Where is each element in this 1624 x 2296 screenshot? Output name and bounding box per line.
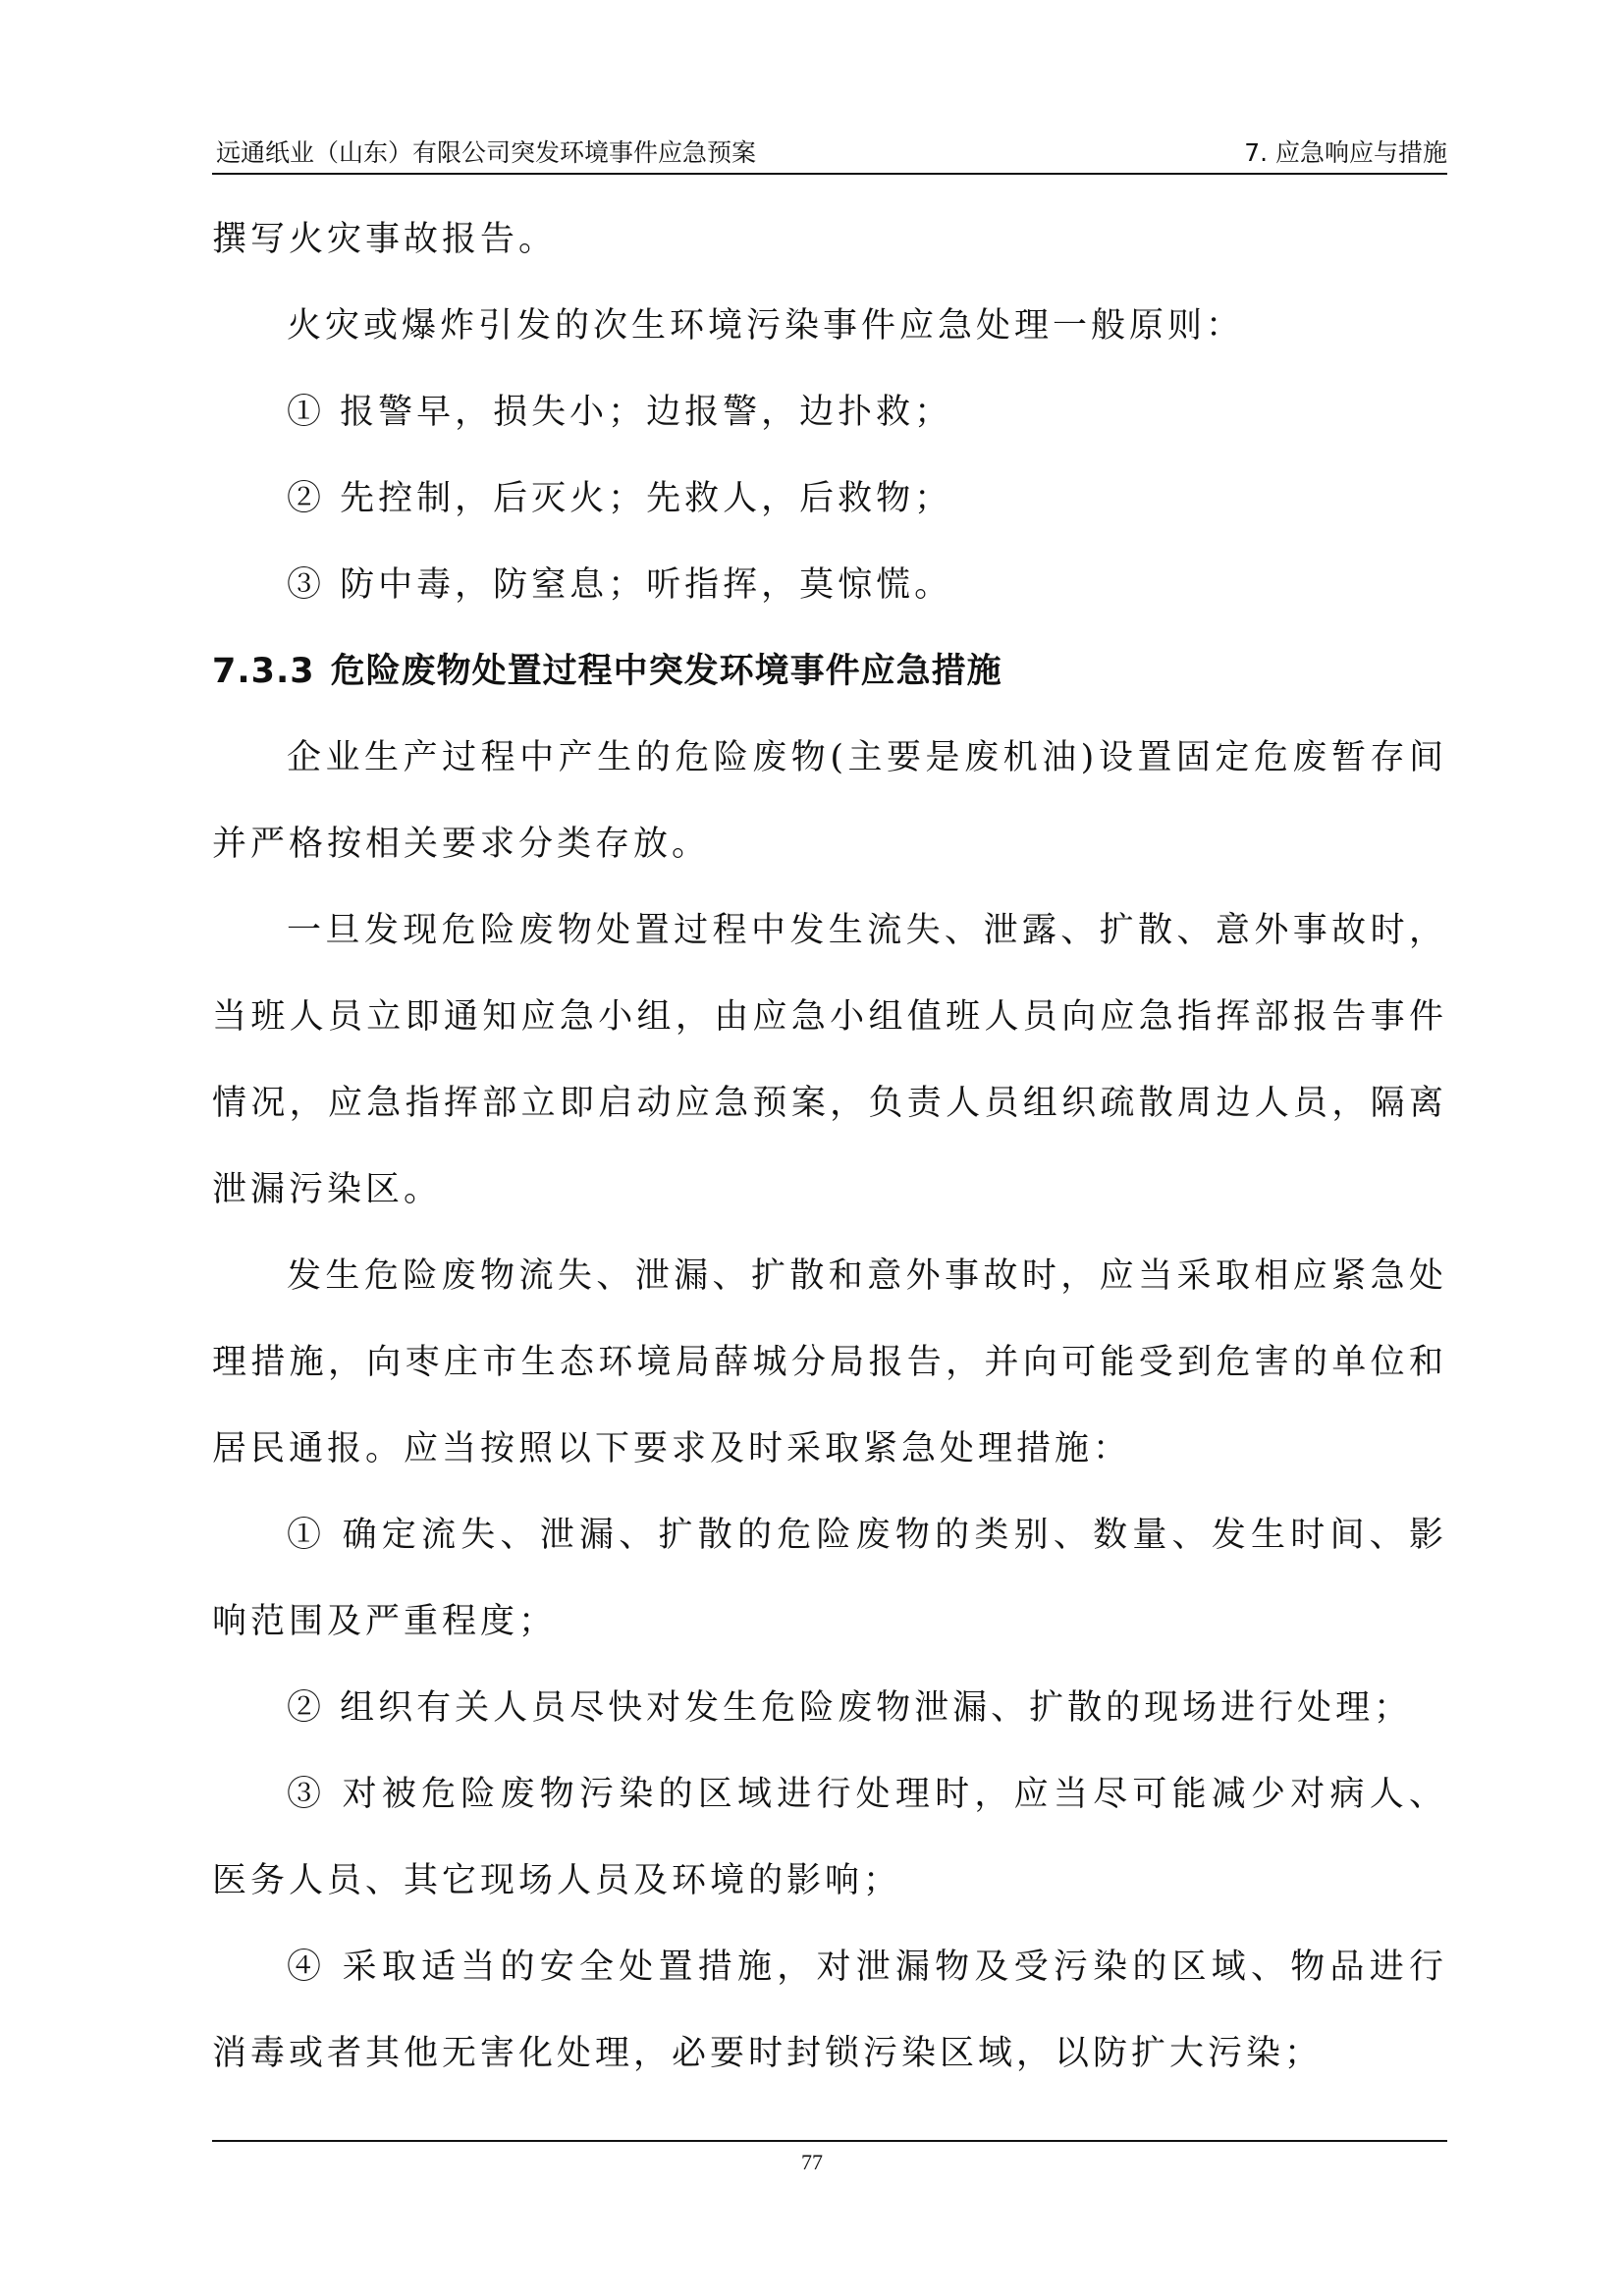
page-body [212, 196, 1447, 2097]
paragraph-fire-principles: 火灾或爆炸引发的次生环境污染事件应急处理一般原则： [287, 306, 1245, 346]
page-header [212, 133, 1447, 175]
list-item-measure-4: ④ 采取适当的安全处置措施，对泄漏物及受污染的区域、物品进行消毒或者其他无害化处理，必要时封锁污染区域，以防扩大污染； [212, 1948, 1447, 2073]
footer-divider [212, 2140, 1447, 2142]
list-item-fire-principle-1: ① 报警早，损失小；边报警，边扑救； [287, 393, 953, 432]
paragraph-incident-response: 一旦发现危险废物处置过程中发生流失、泄露、扩散、意外事故时，当班人员立即通知应急小组，由应急小组值班人员向应急指挥部报告事件情况，应急指挥部立即启动应急预案，负责人员组织疏散周边人员，隔离泄漏污染区。 [212, 911, 1447, 1209]
list-item-measure-2: ② 组织有关人员尽快对发生危险废物泄漏、扩散的现场进行处理； [287, 1688, 1413, 1728]
section-title: 危险废物处置过程中突发环境事件应急措施 [330, 652, 1002, 691]
page-number: 77 [801, 2150, 823, 2174]
paragraph-emergency-measures: 发生危险废物流失、泄漏、扩散和意外事故时，应当采取相应紧急处理措施，向枣庄市生态环境局薛城分局报告，并向可能受到危害的单位和居民通报。应当按照以下要求及时采取紧急处理措施： [212, 1256, 1447, 1468]
list-item-fire-principle-3: ③ 防中毒，防窒息；听指挥，莫惊慌。 [287, 565, 953, 605]
section-number: 7.3.3 [212, 652, 315, 691]
header-document-title: 远通纸业（山东）有限公司突发环境事件应急预案 [216, 138, 757, 167]
section-heading [212, 628, 1447, 715]
list-item-measure-1: ① 确定流失、泄漏、扩散的危险废物的类别、数量、发生时间、影响范围及严重程度； [212, 1516, 1447, 1641]
list-item-measure-3: ③ 对被危险废物污染的区域进行处理时，应当尽可能减少对病人、医务人员、其它现场人员及环境的影响； [212, 1775, 1447, 1900]
header-chapter-title: 7. 应急响应与措施 [1244, 138, 1447, 167]
list-item-fire-principle-2: ② 先控制，后灭火；先救人，后救物； [287, 479, 953, 518]
paragraph-storage: 企业生产过程中产生的危险废物(主要是废机油)设置固定危废暂存间并严格按相关要求分类存放。 [212, 738, 1447, 864]
paragraph-fire-report: 撰写火灾事故报告。 [212, 220, 558, 259]
